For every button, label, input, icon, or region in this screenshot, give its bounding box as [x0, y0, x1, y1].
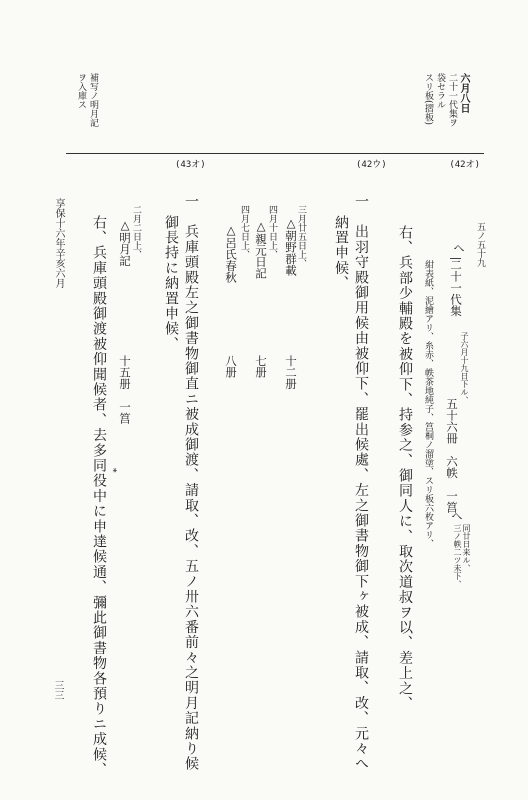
entry3-body-1: 一 兵庫頭殿左之御書物御直ニ被成御渡、請取、改、五ノ卅六番前々之明月記納り候	[183, 194, 199, 772]
page-mark-42o: (42オ)	[449, 160, 480, 170]
entry3-item-count: 十五册 一筥	[118, 355, 132, 424]
entry1-kakko2: へ	[450, 510, 464, 522]
entry2-body-1: 一 出羽守殿御用候由被仰下、罷出候處、左之御書物御下ヶ被成、請取、改、元々へ	[353, 194, 369, 772]
entry3-body-2: 御長持に納置申候、	[163, 215, 179, 352]
entry2-item2-date: 四月十日上、	[267, 205, 277, 259]
entry1-title-tail: 五十六冊 六帙 一筥	[445, 398, 459, 513]
page-number: 三三	[52, 680, 63, 700]
header-line-4: スリ板(摺板)	[423, 73, 433, 126]
entry2-item3-count: 八册	[224, 355, 238, 378]
header-right-line-1: 補写ノ明月記	[88, 73, 98, 127]
page-mark-42u: (42ウ)	[356, 160, 387, 170]
header-right-line-2: ヲ入庫ス	[76, 73, 86, 109]
header-rule	[66, 153, 484, 154]
entry1-title: 二十一代集	[449, 259, 463, 317]
entry1-detail: 紺表紙、泥繪アリ、糸赤、帙茶地純子、筥桐ノ溜塗、スリ板六枚アリ、	[423, 260, 433, 548]
entry1-header: 五ノ五十九	[475, 222, 485, 267]
page-mark-43o: (43オ)	[175, 160, 206, 170]
entry1-body: 右、兵部少輔殿を被仰下、持参之、御同人に、取次道叔ヲ以、差上之、	[397, 225, 413, 712]
entry2-item3-title: △呂氏春秋	[224, 223, 238, 283]
entry2-item1-title: △朝野群載	[284, 216, 298, 276]
entry2-item3-date: 四月七日上、	[239, 205, 249, 259]
footer-era: 享保十六年辛亥六月	[53, 198, 64, 288]
entry3-item-date: 二月二日上、	[131, 205, 141, 259]
header-line-3: 袋セラル	[435, 73, 445, 109]
entry1-kakko: へ	[452, 242, 466, 254]
entry2-item2-title: △親元日記	[254, 219, 268, 279]
entry3-asterisk: *	[107, 468, 117, 473]
entry3-body-3: 右、兵庫頭殿御渡被仰聞候者、去多同役中に申達候通、彌此御書物各預りニ成候、	[91, 215, 107, 778]
entry2-body-2: 納置申候、	[333, 215, 349, 291]
entry2-item1-count: 十二册	[284, 355, 298, 390]
header-line-2: 二十一代集ヲ	[447, 73, 457, 127]
entry1-title-note: 子六月十九日下ル、	[460, 332, 469, 404]
entry3-item-title: △明月記	[118, 218, 132, 267]
header-date: 六月八日	[458, 73, 469, 113]
entry2-item2-count: 七册	[254, 355, 268, 378]
entry1-note-a: 同廿日来ル、	[462, 524, 471, 572]
entry1-note-b: 三ノ帙二ツ未下、	[453, 524, 462, 588]
entry2-item1-date: 三月廿五日上、	[296, 205, 306, 268]
